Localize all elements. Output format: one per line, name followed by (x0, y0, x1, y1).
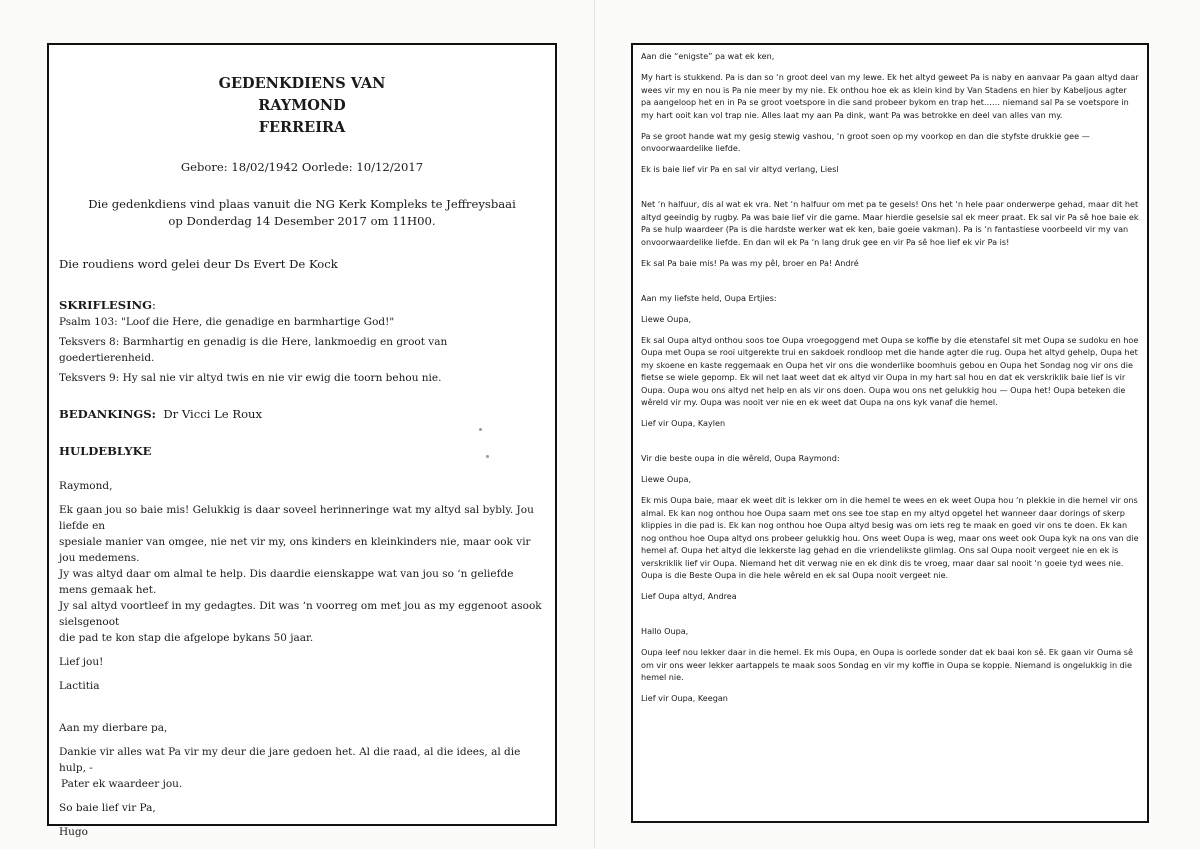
tribute-hugo (59, 720, 545, 840)
section-signoff: Lief vir Oupa, Kaylen (641, 418, 726, 428)
tribute-signature: Lactitia (59, 680, 100, 692)
section-signoff: Lief vir Oupa, Keegan (641, 693, 728, 703)
reading-heading: SKRIFLESING (59, 298, 153, 312)
section-paragraph: Oupa leef nou lekker daar in die hemel. Ek mis Oupa, en Oupa is oorlede sonder dat ek baai kon sê. Ek gaan vir Ouma sê om vir ons weer lekker aartappels te maak soos Sondag en vir my koffie in Oupa se koppie. Niemand is ongelukkig in die hemel nie. (641, 647, 1133, 682)
service-line-2: op Donderdag 14 Desember 2017 om 11H00. (168, 214, 436, 228)
tribute-line: Jy sal altyd voortleef in my gedagtes. Dit was ‘n voorreg om met jou as my eggenoot asook sielsgenoot (59, 600, 542, 628)
section-paragraph: Net ‘n halfuur, dis al wat ek vra. Net ‘n halfuur om met pa te gesels! Ons het ‘n hele paar onderwerpe gehad, maar dit het altyd geeindig by rugby. Pa was baie lief vir die game. Maar hierdie geselsie sal ek meer praat. Ek sal vir Pa sê hoe baie ek Pa se hulp waardeer (Pa is die hardste werker wat ek ken, baie goeie vakman). Pa is ‘n fantastiese voorbeeld vir my van onvoorwaardelike liefde. En dan wil ek Pa ‘n lang druk gee en vir Pa sê hoe lief ek vir Pa is! (641, 199, 1139, 247)
tribute-line: spesiale manier van omgee, nie net vir my, ons kinders en kleinkinders nie, maar ook vir jou medemens. (59, 536, 531, 564)
reading-heading-colon: : (152, 298, 156, 312)
tributes-heading: HULDEBLYKE (59, 444, 152, 458)
section-signoff: Ek is baie lief vir Pa en sal vir altyd verlang, Liesl (641, 164, 839, 174)
reading-verse-8: Teksvers 8: Barmhartig en genadig is die Here, lankmoedig en groot van goedertierenheid. (59, 336, 448, 364)
section-signoff: Ek sal Pa baie mis! Pa was my pêl, broer en Pa! André (641, 257, 859, 268)
tribute-salutation: Aan my dierbare pa, (59, 722, 168, 734)
title-line-1: GEDENKDIENS VAN (218, 75, 386, 92)
section-andrea (641, 452, 1139, 603)
section-salutation: Aan die “enigste” pa wat ek ken, (641, 51, 775, 61)
section-paragraph: Liewe Oupa, (641, 474, 692, 484)
section-paragraph: Ek mis Oupa baie, maar ek weet dit is lekker om in die hemel te wees en ek weet Oupa hou ‘n plekkie in die hemel vir ons almal. Ek kan nog onthou hoe Oupa saam met ons see toe stap en my altyd opgetel het wanneer daar dorings of skerp klippies in die pad is. Ek kan nog onthou hoe Oupa altyd besig was om iets reg te maak en goed vir ons te doen. Ek kan nog onthou hoe Oupa altyd ons probeer gelukkig hou. Ons weet Oupa is weg, maar ons weet ook Oupa kyk na ons van die hemel af. Oupa het altyd die lekkerste lag gehad en die vriendelikste glimlag. Ons sal Oupa nooit vergeet nie en ek is verskriklik lief vir Oupa. Niemand het dit verwag nie en ek dink dis te vroeg, maar daar sal nooit ‘n goeie tyd wees nie. Oupa is die Beste Oupa in die hele wêreld en ek sal Oupa nooit vergeet nie. (641, 495, 1139, 580)
tribute-salutation: Raymond, (59, 480, 113, 492)
paper-speck (479, 428, 482, 431)
title-line-2: RAYMOND (258, 97, 346, 114)
tribute-line: Pater ek waardeer jou. (61, 778, 183, 790)
section-paragraph: Pa se groot hande wat my gesig stewig vashou, ‘n groot soen op my voorkop en dan die styfste drukkie gee — onvoorwaardelike liefde. (641, 130, 1090, 153)
thanks-heading: BEDANKINGS: (59, 407, 156, 421)
tribute-closing: So baie lief vir Pa, (59, 802, 156, 814)
service-line-1: Die gedenkdiens vind plaas vanuit die NG Kerk Kompleks te Jeffreysbaai (88, 197, 516, 211)
section-paragraph: My hart is stukkend. Pa is dan so ‘n groot deel van my lewe. Ek het altyd geweet Pa is naby en aanvaar Pa gaan altyd daar wees vir my en nou is Pa nie meer by my nie. Ek onthou hoe ek as klein kind by Van Stadens en hier by Kabeljous agter pa aangeloop het en in Pa se groot voetspore in die sand probeer bykom en trap het…… niemand sal Pa se voetspore in my hart ooit kan vol trap nie. Alles laat my aan Pa dink, want Pa was betrokke en deel van alles van my. (641, 72, 1139, 120)
section-paragraph: Liewe Oupa, (641, 313, 692, 324)
thanks-name: Dr Vicci Le Roux (163, 407, 263, 421)
page-fold-line (594, 0, 595, 849)
section-signoff: Lief Oupa altyd, Andrea (641, 591, 737, 601)
tribute-signature: Hugo (59, 826, 88, 838)
section-salutation: Vir die beste oupa in die wêreld, Oupa Raymond: (641, 453, 840, 463)
section-andre (641, 198, 1139, 269)
paper-speck (486, 455, 489, 458)
reading-psalm: Psalm 103: "Loof die Here, die genadige en barmhartige God!" (59, 316, 395, 328)
left-page (47, 43, 557, 838)
tribute-lactitia (59, 478, 545, 694)
section-salutation: Hallo Oupa, (641, 626, 689, 636)
tribute-line: Dankie vir alles wat Pa vir my deur die jare gedoen het. Al die raad, al die idees, al die hulp, - (59, 746, 521, 774)
dates-line: Gebore: 18/02/1942 Oorlede: 10/12/2017 (180, 160, 424, 174)
section-salutation: Aan my liefste held, Oupa Ertjies: (641, 292, 777, 303)
reading-verse-9: Teksvers 9: Hy sal nie vir altyd twis en nie vir ewig die toorn behou nie. (59, 372, 442, 384)
tribute-line: die pad te kon stap die afgelope bykans 50 jaar. (59, 632, 314, 644)
tribute-line: Ek gaan jou so baie mis! Gelukkig is daar soveel herinneringe wat my altyd sal bybly. Jou liefde en (59, 504, 534, 532)
tribute-closing: Lief jou! (59, 656, 104, 668)
section-keegan (641, 625, 1139, 705)
title-line-3: FERREIRA (258, 119, 346, 136)
tribute-line: Jy was altyd daar om almal te help. Dis daardie eienskappe wat van jou so ‘n geliefde mens gemaak het. (59, 568, 514, 596)
right-page (631, 43, 1149, 823)
section-paragraph: Ek sal Oupa altyd onthou soos toe Oupa vroegoggend met Oupa se koffie by die etenstafel sit met Oupa se sudoku en hoe Oupa met Oupa se rooi uitgerekte trui en sakdoek rondloop met die hande agter die rug. Oupa het altyd gehelp, Oupa het my skoene en kaste reggemaak en Oupa het vir ons die wonderlike boomhuis gebou en Oupa het Sondag nog vir ons die fietse se wiele gepomp. Ek wil net laat weet dat ek altyd vir Oupa in my hart sal hou en dat ek verskriklik baie lief is vir Oupa. Oupa wou ons altyd net help en als vir ons doen. Oupa wou ons net gelukkig hou — Oupa het! Oupa beteken die wêreld vir my. Oupa was nooit ver nie en ek weet dat Oupa na ons kyk vanaf die hemel. (641, 334, 1139, 407)
led-by: Die roudiens word gelei deur Ds Evert De Kock (59, 257, 338, 271)
section-kaylen (641, 292, 1139, 430)
section-liesl (641, 50, 1139, 176)
